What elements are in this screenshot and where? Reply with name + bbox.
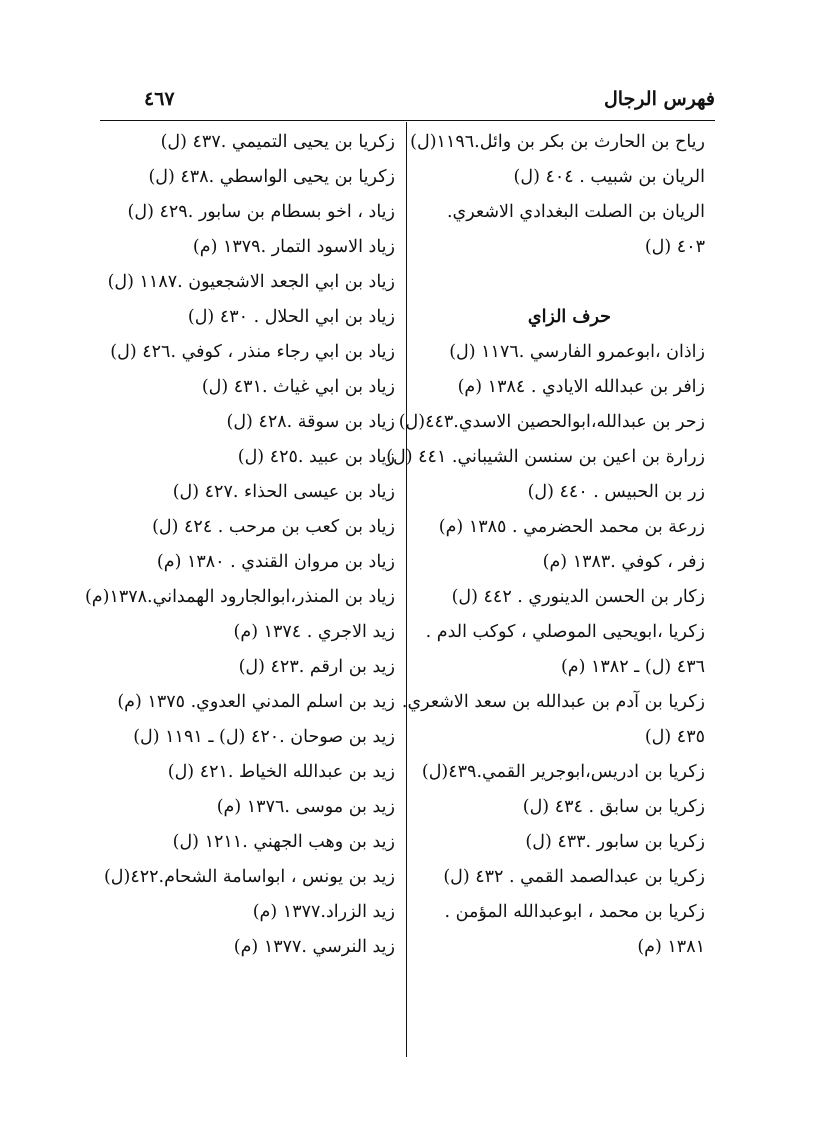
index-entry: زيد بن اسلم المدني العدوي. ١٣٧٥ (م): [117, 692, 395, 712]
index-entry: زرارة بن اعين بن سنسن الشيباني. ٤٤١ (ل): [386, 447, 705, 467]
index-entry: زيد الزراد.١٣٧٧ (م): [252, 902, 395, 922]
index-entry: زياد بن ابي رجاء منذر ، كوفي .٤٢٦ (ل): [110, 342, 395, 362]
spacer: [420, 265, 705, 300]
header-rule: [100, 120, 715, 121]
index-entry: زياد بن كعب بن مرحب . ٤٢٤ (ل): [152, 517, 395, 537]
index-entry: زكار بن الحسن الدينوري . ٤٤٢ (ل): [451, 587, 705, 607]
index-entry: زياد بن المنذر،ابوالجارود الهمداني.١٣٧٨(م): [84, 587, 395, 607]
index-entry: زيد بن موسى .١٣٧٦ (م): [216, 797, 395, 817]
index-entry: زكريا بن يحيى التميمي .٤٣٧ (ل): [160, 132, 395, 152]
index-entry: زياد بن عبيد .٤٢٥ (ل): [237, 447, 395, 467]
right-column: [386, 125, 705, 965]
index-entry: ٤٣٥ (ل): [644, 727, 705, 747]
index-entry: زياد بن ابي الحلال . ٤٣٠ (ل): [187, 307, 395, 327]
index-entry: زكريا بن يحيى الواسطي .٤٣٨ (ل): [148, 167, 395, 187]
index-entry: زيد الاجري . ١٣٧٤ (م): [233, 622, 395, 642]
index-entry: زر بن الحبيس . ٤٤٠ (ل): [527, 482, 705, 502]
index-entry: زفر ، كوفي .١٣٨٣ (م): [542, 552, 705, 572]
index-entry: زكريا بن سابور .٤٣٣ (ل): [525, 832, 705, 852]
index-entry: زياد الاسود التمار .١٣٧٩ (م): [192, 237, 395, 257]
index-entry: زرعة بن محمد الحضرمي . ١٣٨٥ (م): [438, 517, 705, 537]
index-entry: زكريا بن ادريس،ابوجرير القمي.٤٣٩(ل): [421, 762, 705, 782]
page-number: ٤٦٧: [144, 88, 175, 110]
index-entry: ٤٣٦ (ل) ـ ١٣٨٢ (م): [560, 657, 705, 677]
index-entry: زياد بن سوقة .٤٢٨ (ل): [226, 412, 395, 432]
index-entry: زكريا بن عبدالصمد القمي . ٤٣٢ (ل): [443, 867, 705, 887]
section-heading: حرف الزاي: [527, 307, 611, 327]
index-entry: زياد بن عيسى الحذاء .٤٢٧ (ل): [172, 482, 395, 502]
index-entry: زيد بن وهب الجهني .١٢١١ (ل): [172, 832, 395, 852]
page-title: فهرس الرجال: [603, 88, 715, 110]
index-entry: زكريا بن آدم بن عبدالله بن سعد الاشعري.: [401, 692, 705, 712]
index-entry: زكريا بن محمد ، ابوعبدالله المؤمن .: [444, 902, 705, 922]
index-entry: زيد بن يونس ، ابواسامة الشحام.٤٢٢(ل): [103, 867, 395, 887]
index-entry: ٤٠٣ (ل): [644, 237, 705, 257]
index-entry: زيد بن عبدالله الخياط .٤٢١ (ل): [167, 762, 395, 782]
index-entry: زيد بن ارقم .٤٢٣ (ل): [238, 657, 395, 677]
index-entry: زيد بن صوحان .٤٢٠ (ل) ـ ١١٩١ (ل): [133, 727, 395, 747]
index-entry: زكريا بن سابق . ٤٣٤ (ل): [522, 797, 705, 817]
index-entry: رياح بن الحارث بن بكر بن وائل.١١٩٦(ل): [410, 132, 705, 152]
index-entry: زياد ، اخو بسطام بن سابور .٤٢٩ (ل): [127, 202, 395, 222]
index-entry: زياد بن ابي غياث .٤٣١ (ل): [201, 377, 395, 397]
left-column: [84, 125, 395, 965]
index-entry: ١٣٨١ (م): [637, 937, 705, 957]
index-entry: زياد بن مروان القندي . ١٣٨٠ (م): [156, 552, 395, 572]
index-entry: الريان بن شبيب . ٤٠٤ (ل): [513, 167, 705, 187]
index-entry: زكريا ،ابويحيى الموصلي ، كوكب الدم .: [425, 622, 705, 642]
index-entry: الريان بن الصلت البغدادي الاشعري.: [446, 202, 705, 222]
page-header: [100, 88, 715, 120]
index-entry: زياد بن ابي الجعد الاشجعيون .١١٨٧ (ل): [107, 272, 395, 292]
index-entry: زاذان ،ابوعمرو الفارسي .١١٧٦ (ل): [449, 342, 705, 362]
index-entry: زيد النرسي .١٣٧٧ (م): [233, 937, 395, 957]
index-entry: زحر بن عبدالله،ابوالحصين الاسدي.٤٤٣(ل): [398, 412, 705, 432]
column-divider: [406, 122, 407, 1057]
index-entry: زافر بن عبدالله الايادي . ١٣٨٤ (م): [457, 377, 705, 397]
